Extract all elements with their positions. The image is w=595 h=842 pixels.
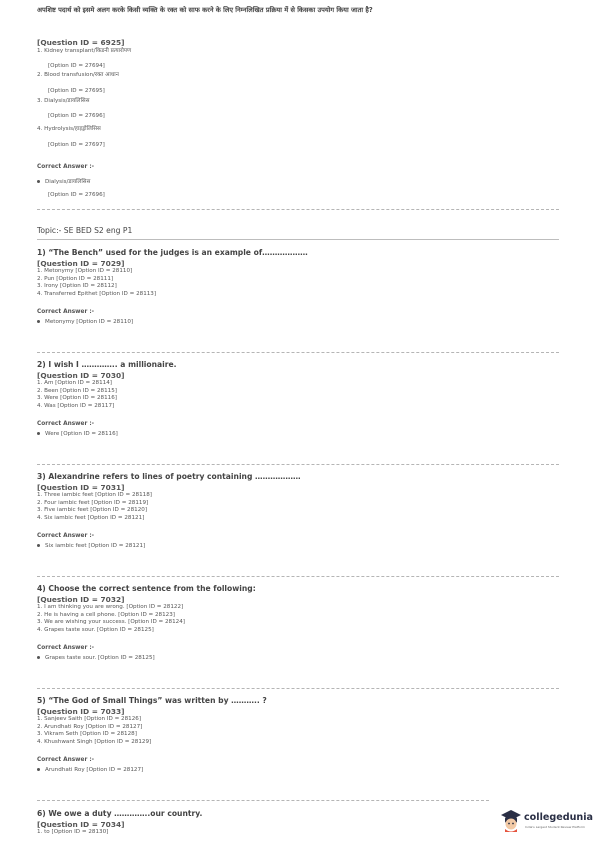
question-title: 1) “The Bench” used for the judges is an example of……………… bbox=[37, 248, 308, 257]
correct-answer-id: [Option ID = 27696] bbox=[48, 192, 105, 198]
question-block bbox=[37, 584, 559, 661]
bullet-icon bbox=[37, 544, 40, 547]
correct-answer bbox=[37, 177, 90, 185]
correct-answer-label: Correct Answer :- bbox=[37, 421, 95, 428]
bullet-icon bbox=[37, 320, 40, 323]
correct-answer bbox=[37, 431, 559, 437]
correct-answer-text: Metonymy [Option ID = 28110] bbox=[45, 319, 134, 326]
option-3-id: [Option ID = 27696] bbox=[48, 113, 105, 119]
option: 1. Metonymy [Option ID = 28110] bbox=[37, 268, 133, 274]
option: 3. We are wishing your success. [Option ID = 28124] bbox=[37, 619, 185, 626]
option: 3. Irony [Option ID = 28112] bbox=[37, 283, 117, 290]
question-id: [Question ID = 7034] bbox=[37, 820, 125, 829]
correct-answer-text: Arundhati Roy [Option ID = 28127] bbox=[45, 767, 144, 774]
option: 1. Am [Option ID = 28114] bbox=[37, 380, 112, 386]
divider bbox=[37, 239, 559, 240]
correct-answer bbox=[37, 543, 559, 549]
correct-answer-text: Six iambic feet [Option ID = 28121] bbox=[45, 543, 146, 550]
option-4-id: [Option ID = 27697] bbox=[48, 142, 105, 148]
option-1-id: [Option ID = 27694] bbox=[48, 63, 105, 69]
option: 4. Khushwant Singh [Option ID = 28129] bbox=[37, 738, 152, 745]
option: 3. Vikram Seth [Option ID = 28128] bbox=[37, 731, 137, 738]
question-id: [Question ID = 7033] bbox=[37, 707, 125, 716]
divider bbox=[37, 209, 559, 210]
bullet-icon bbox=[37, 768, 40, 771]
divider bbox=[37, 464, 559, 465]
option: 3. Five iambic feet [Option ID = 28120] bbox=[37, 507, 148, 514]
question-title: 6) We owe a duty …………..our country. bbox=[37, 809, 203, 818]
correct-answer-label: Correct Answer :- bbox=[37, 164, 95, 170]
correct-answer bbox=[37, 767, 559, 773]
option: 4. Was [Option ID = 28117] bbox=[37, 402, 115, 409]
option-4: 4. Hydrolysis/हाइड्रोलिसिस bbox=[37, 126, 101, 132]
option: 1. I am thinking you are wrong. [Option ID = 28122] bbox=[37, 604, 184, 610]
topic-heading: Topic:- SE BED S2 eng P1 bbox=[37, 226, 133, 235]
correct-answer-text: Grapes taste sour. [Option ID = 28125] bbox=[45, 655, 155, 662]
question-id: [Question ID = 7029] bbox=[37, 259, 125, 268]
bullet-icon bbox=[37, 432, 40, 435]
correct-answer bbox=[37, 319, 559, 325]
option-2: 2. Blood transfusion/रक्त आधान bbox=[37, 72, 119, 78]
bullet-icon bbox=[37, 180, 40, 183]
bullet-icon bbox=[37, 656, 40, 659]
divider bbox=[37, 800, 489, 801]
correct-answer-text: Were [Option ID = 28116] bbox=[45, 431, 118, 438]
logo-tagline: India's Largest Student Review Platform bbox=[525, 825, 585, 829]
option: 1. Three iambic feet [Option ID = 28118] bbox=[37, 492, 152, 498]
correct-answer-text: Dialysis/डायलिसिस bbox=[45, 179, 91, 185]
correct-answer-label: Correct Answer :- bbox=[37, 533, 95, 540]
correct-answer-label: Correct Answer :- bbox=[37, 757, 95, 764]
question-title: 5) “The God of Small Things” was written by ……….. ? bbox=[37, 696, 267, 705]
collegedunia-logo bbox=[500, 808, 592, 834]
option: 2. Four iambic feet [Option ID = 28119] bbox=[37, 499, 149, 506]
option: 2. He is having a cell phone. [Option ID = 28123] bbox=[37, 611, 175, 618]
option: 2. Arundhati Roy [Option ID = 28127] bbox=[37, 723, 143, 730]
question-title: 4) Choose the correct sentence from the following: bbox=[37, 584, 256, 593]
question-block bbox=[37, 248, 559, 325]
option: 4. Grapes taste sour. [Option ID = 28125] bbox=[37, 626, 154, 633]
option: 2. Been [Option ID = 28115] bbox=[37, 387, 117, 394]
option-2-id: [Option ID = 27695] bbox=[48, 88, 105, 94]
option-1: 1. Kidney transplant/किडनी प्रत्यारोपण bbox=[37, 48, 132, 54]
correct-answer bbox=[37, 655, 559, 661]
correct-answer-label: Correct Answer :- bbox=[37, 309, 95, 316]
question-block bbox=[37, 809, 487, 837]
correct-answer-label: Correct Answer :- bbox=[37, 645, 95, 652]
option: 1. Sanjeev Saith [Option ID = 28126] bbox=[37, 716, 142, 722]
option: 3. Were [Option ID = 28116] bbox=[37, 395, 117, 402]
question-block bbox=[37, 360, 559, 437]
question-id: [Question ID = 7032] bbox=[37, 595, 125, 604]
option: 1. to [Option ID = 28130] bbox=[37, 829, 109, 835]
question-title: 3) Alexandrine refers to lines of poetry containing ……………… bbox=[37, 472, 301, 481]
option: 4. Transferred Epithet [Option ID = 28113] bbox=[37, 290, 157, 297]
question-id: [Question ID = 7031] bbox=[37, 483, 125, 492]
question-id: [Question ID = 6925] bbox=[37, 38, 125, 47]
option: 2. Pun [Option ID = 28111] bbox=[37, 275, 114, 282]
graduation-cap-icon bbox=[500, 808, 522, 832]
option: 4. Six iambic feet [Option ID = 28121] bbox=[37, 514, 145, 521]
question-title: 2) I wish I ………….. a millionaire. bbox=[37, 360, 177, 369]
divider bbox=[37, 576, 559, 577]
logo-wordmark: collegedunia bbox=[524, 812, 594, 823]
question-id: [Question ID = 7030] bbox=[37, 371, 125, 380]
question-block bbox=[37, 472, 559, 549]
question-text: अपशिष्ट पदार्थ को इसमे अलग करके किसी व्यक्ति के रक्त को साफ करने के लिए निम्नलिखित प्रक्रिया में से किसका उपयोग किया जाता है? bbox=[37, 6, 373, 14]
option-3: 3. Dialysis/डायलिसिस bbox=[37, 98, 90, 104]
divider bbox=[37, 352, 559, 353]
divider bbox=[37, 688, 559, 689]
question-block bbox=[37, 696, 559, 773]
